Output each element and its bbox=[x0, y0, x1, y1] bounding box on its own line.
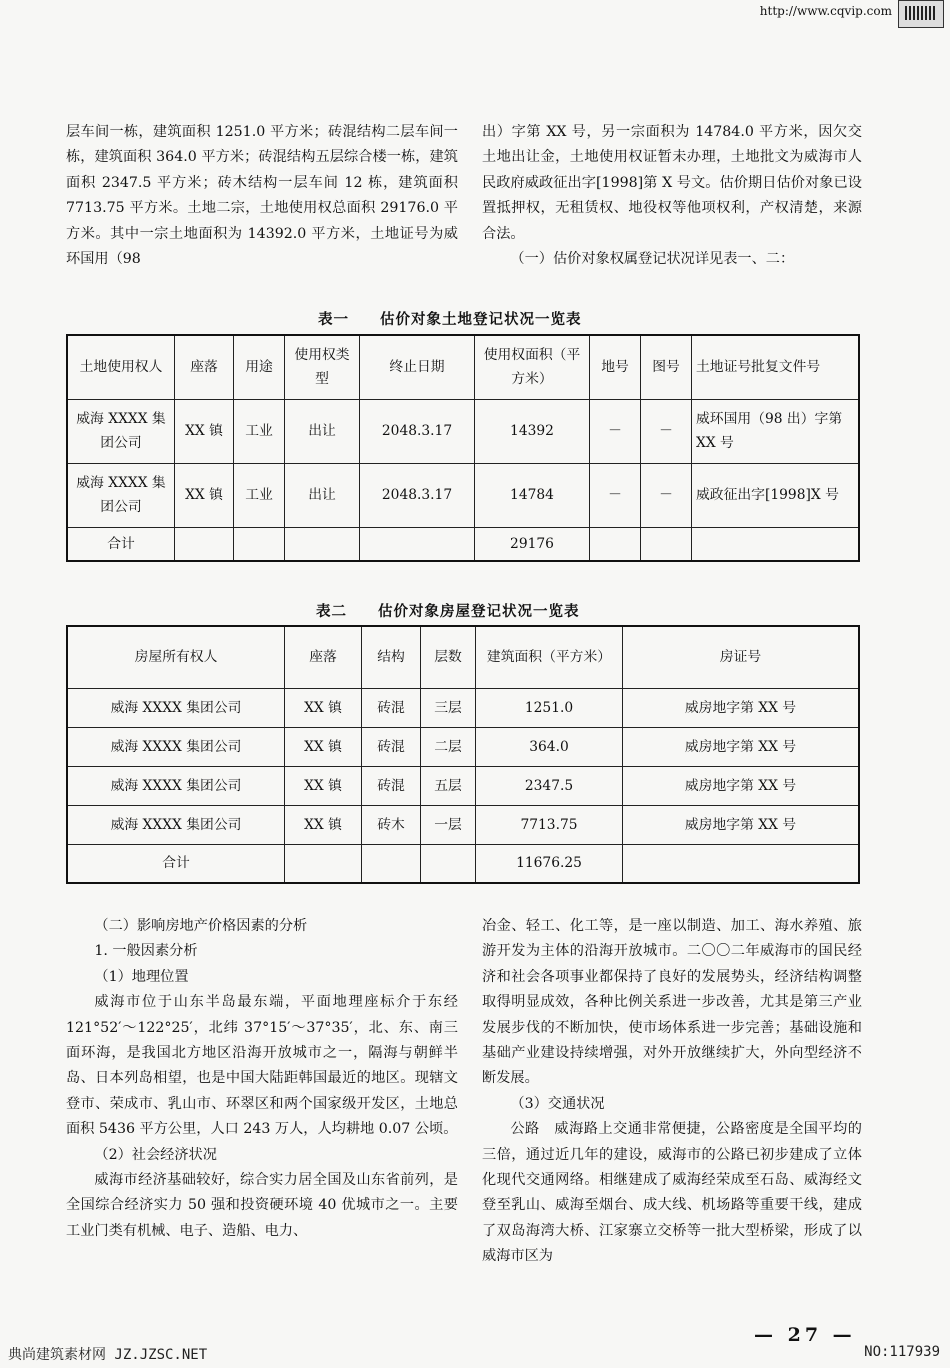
cell: － bbox=[590, 399, 641, 463]
cell: 砖木 bbox=[362, 805, 421, 844]
cell: 砖混 bbox=[362, 688, 421, 727]
bottom-right-column bbox=[482, 914, 862, 1270]
cell: 威房地字第 XX 号 bbox=[623, 688, 860, 727]
header-cell: 地号 bbox=[590, 335, 641, 399]
cell bbox=[590, 527, 641, 561]
cell bbox=[641, 527, 692, 561]
section-heading: （二）影响房地产价格因素的分析 bbox=[94, 918, 308, 934]
cell: 威房地字第 XX 号 bbox=[623, 805, 860, 844]
subsection-heading: （3）交通状况 bbox=[510, 1095, 605, 1112]
header-cell: 房屋所有权人 bbox=[67, 626, 285, 688]
cell bbox=[623, 844, 860, 883]
footer-watermark: 典尚建筑素材网 JZ.JZSC.NET bbox=[8, 1347, 208, 1363]
cell bbox=[285, 844, 362, 883]
cell: 2347.5 bbox=[476, 766, 623, 805]
table-row bbox=[67, 805, 859, 844]
building-registration-table bbox=[66, 625, 860, 884]
cell: 威环国用（98 出）字第 XX 号 bbox=[692, 399, 860, 463]
cell: XX 镇 bbox=[175, 399, 234, 463]
subsection-heading: （2）社会经济状况 bbox=[94, 1146, 217, 1163]
source-url[interactable]: http://www.cqvip.com bbox=[759, 4, 892, 18]
cell bbox=[692, 527, 860, 561]
subsection-heading: （1）地理位置 bbox=[94, 968, 189, 985]
cell bbox=[175, 527, 234, 561]
header-cell: 土地证号批复文件号 bbox=[692, 335, 860, 399]
paragraph: 威海市位于山东半岛最东端，平面地理座标介于东经 121°52′～122°25′，北纬 37°15′～37°35′，北、东、南三面环海，是我国北方地区沿海开放城市之一，隔海与朝鲜半岛、日本列岛相望，也是中国大陆距韩国最近的地区。现辖文登市、荣成市、乳山市、环翠区和两个国家级开发区，土地总面积 5436 平方公里，人口 243 万人，人均耕地 0.07 公顷。 bbox=[66, 994, 458, 1138]
cell: 一层 bbox=[421, 805, 476, 844]
cell: 威海 XXXX 集团公司 bbox=[67, 805, 285, 844]
header-cell: 土地使用权人 bbox=[67, 335, 175, 399]
cell: 2048.3.17 bbox=[360, 399, 475, 463]
cell: 砖混 bbox=[362, 727, 421, 766]
cell: 威房地字第 XX 号 bbox=[623, 727, 860, 766]
header-cell: 房证号 bbox=[623, 626, 860, 688]
cell: 威海 XXXX 集团公司 bbox=[67, 463, 175, 527]
table-row bbox=[67, 727, 859, 766]
cell: 威海 XXXX 集团公司 bbox=[67, 766, 285, 805]
cell: 工业 bbox=[234, 399, 285, 463]
table-row bbox=[67, 399, 859, 463]
table-total-row bbox=[67, 527, 859, 561]
paragraph: 层车间一栋，建筑面积 1251.0 平方米；砖混结构二层车间一栋，建筑面积 364.0 平方米；砖混结构五层综合楼一栋，建筑面积 2347.5 平方米；砖木结构一层车间 12 栋，建筑面积 7713.75 平方米。土地二宗，土地使用权总面积 29176.0 平方米。其中一宗土地面积为 14392.0 平方米，土地证号为威环国用（98 bbox=[66, 124, 458, 268]
total-value: 11676.25 bbox=[476, 844, 623, 883]
cell: XX 镇 bbox=[285, 805, 362, 844]
cell: 14784 bbox=[475, 463, 590, 527]
subsection-heading: 1. 一般因素分析 bbox=[94, 943, 198, 960]
paragraph: 威海市经济基础较好，综合实力居全国及山东省前列，是全国综合经济实力 50 强和投资硬环境 40 优城市之一。主要工业门类有机械、电子、造船、电力、 bbox=[66, 1172, 458, 1239]
cell: 2048.3.17 bbox=[360, 463, 475, 527]
cell: 威房地字第 XX 号 bbox=[623, 766, 860, 805]
cell: 威政征出字[1998]X 号 bbox=[692, 463, 860, 527]
cell: 威海 XXXX 集团公司 bbox=[67, 688, 285, 727]
cell: XX 镇 bbox=[285, 688, 362, 727]
cell: 砖混 bbox=[362, 766, 421, 805]
table-header-row bbox=[67, 335, 859, 399]
cell: 7713.75 bbox=[476, 805, 623, 844]
top-left-column bbox=[66, 120, 458, 272]
paragraph: 出）字第 XX 号，另一宗面积为 14784.0 平方米，因欠交土地出让金，土地使用权证暂未办理，土地批文为威海市人民政府威政征出字[1998]第 X 号文。估价期日估价对象已设置抵押权，无租赁权、地役权等他项权利，产权清楚，来源合法。 bbox=[482, 124, 862, 242]
table-header-row bbox=[67, 626, 859, 688]
header-cell: 座落 bbox=[175, 335, 234, 399]
header-cell: 用途 bbox=[234, 335, 285, 399]
cell: － bbox=[590, 463, 641, 527]
section-heading: （一）估价对象权属登记状况详见表一、二： bbox=[510, 251, 795, 268]
table1-caption: 表一 估价对象土地登记状况一览表 bbox=[318, 311, 582, 328]
cell: 1251.0 bbox=[476, 688, 623, 727]
paragraph: 公路 威海路上交通非常便捷，公路密度是全国平均的三倍，通过近几年的建设，威海市的公路已初步建成了立体化现代交通网络。相继建成了威海经荣成至石岛、威海经文登至乳山、威海至烟台、成大线、机场路等重要干线，建成了双岛海湾大桥、江家寨立交桥等一批大型桥梁，形成了以威海市区为 bbox=[482, 1121, 862, 1265]
header-cell: 使用权面积（平方米） bbox=[475, 335, 590, 399]
table-row bbox=[67, 463, 859, 527]
cell: XX 镇 bbox=[285, 727, 362, 766]
cell: － bbox=[641, 399, 692, 463]
cell: 威海 XXXX 集团公司 bbox=[67, 399, 175, 463]
cell: 三层 bbox=[421, 688, 476, 727]
table-row bbox=[67, 766, 859, 805]
cell: 威海 XXXX 集团公司 bbox=[67, 727, 285, 766]
cell: 五层 bbox=[421, 766, 476, 805]
paragraph: 冶金、轻工、化工等，是一座以制造、加工、海水养殖、旅游开发为主体的沿海开放城市。二〇〇二年威海市的国民经济和社会各项事业都保持了良好的发展势头，经济结构调整取得明显成效，各种比例关系进一步改善，尤其是第三产业发展步伐的不断加快，使市场体系进一步完善；基础设施和基础产业建设持续增强，对外开放继续扩大，外向型经济不断发展。 bbox=[482, 918, 862, 1087]
header-cell: 终止日期 bbox=[360, 335, 475, 399]
cell: XX 镇 bbox=[285, 766, 362, 805]
cell: 14392 bbox=[475, 399, 590, 463]
cell: XX 镇 bbox=[175, 463, 234, 527]
cell bbox=[421, 844, 476, 883]
header-cell: 图号 bbox=[641, 335, 692, 399]
header-cell: 结构 bbox=[362, 626, 421, 688]
cell: 出让 bbox=[285, 463, 360, 527]
page-number: — 27 — bbox=[754, 1324, 856, 1346]
table2-caption: 表二 估价对象房屋登记状况一览表 bbox=[316, 603, 580, 620]
cell: 工业 bbox=[234, 463, 285, 527]
header-cell: 建筑面积（平方米） bbox=[476, 626, 623, 688]
header-cell: 座落 bbox=[285, 626, 362, 688]
cell bbox=[285, 527, 360, 561]
total-value: 29176 bbox=[475, 527, 590, 561]
header-cell: 层数 bbox=[421, 626, 476, 688]
header-cell: 使用权类型 bbox=[285, 335, 360, 399]
cell: － bbox=[641, 463, 692, 527]
bottom-left-column bbox=[66, 914, 458, 1244]
cell: 出让 bbox=[285, 399, 360, 463]
top-right-column bbox=[482, 120, 862, 272]
footer-id: NO:117939 bbox=[864, 1344, 940, 1360]
total-label: 合计 bbox=[67, 527, 175, 561]
table-row bbox=[67, 688, 859, 727]
cell bbox=[362, 844, 421, 883]
total-label: 合计 bbox=[67, 844, 285, 883]
land-registration-table bbox=[66, 334, 860, 562]
cell bbox=[360, 527, 475, 561]
cell: 二层 bbox=[421, 727, 476, 766]
publisher-logo bbox=[898, 0, 944, 28]
cell: 364.0 bbox=[476, 727, 623, 766]
cell bbox=[234, 527, 285, 561]
table-total-row bbox=[67, 844, 859, 883]
